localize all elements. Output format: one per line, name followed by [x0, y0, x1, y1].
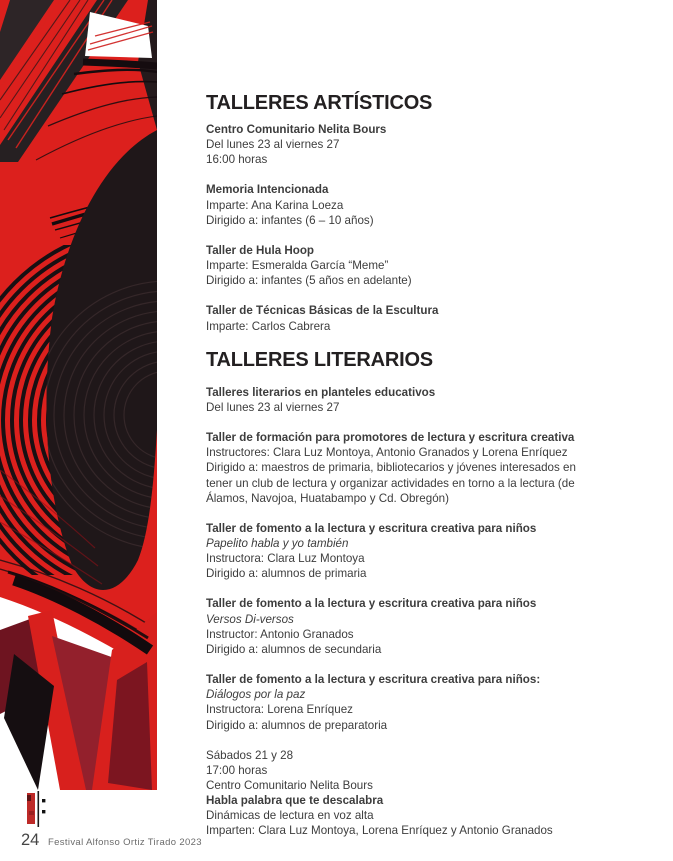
text-line: Imparte: Esmeralda García “Meme” [206, 259, 389, 273]
text-line: Taller de formación para promotores de lectura y escritura creativa [206, 431, 575, 445]
text-line: Taller de Hula Hoop [206, 243, 315, 257]
text-line: Instructores: Clara Luz Montoya, Antonio Granados y Lorena Enríquez [206, 446, 568, 460]
text-line: Taller de fomento a la lectura y escritura creativa para niños [206, 521, 537, 535]
text-line: Dirigido a: alumnos de primaria [206, 567, 367, 581]
text-line: Dinámicas de lectura en voz alta [206, 809, 374, 823]
text-line: Dirigido a: alumnos de preparatoria [206, 718, 388, 732]
text-line: Taller de fomento a la lectura y escritura creativa para niños [206, 597, 537, 611]
text-line: Diálogos por la paz [206, 688, 306, 702]
section-heading: TALLERES LITERARIOS [206, 348, 433, 371]
text-line: tener un club de lectura y organizar actividades en torno a la lectura (de [206, 476, 575, 490]
page-number: 24 [21, 831, 40, 849]
workshop-block [206, 521, 668, 582]
text-line: Instructora: Lorena Enríquez [206, 703, 353, 717]
workshop-block [206, 748, 668, 839]
text-line: Dirigido a: infantes (5 años en adelante) [206, 274, 412, 288]
text-line: Imparten: Clara Luz Montoya, Lorena Enríquez y Antonio Granados [206, 824, 553, 838]
text-line: Habla palabra que te descalabra [206, 794, 384, 808]
text-line: Imparte: Ana Karina Loeza [206, 198, 344, 212]
text-line: Imparte: Carlos Cabrera [206, 319, 331, 333]
workshop-block [206, 182, 668, 227]
workshop-block [206, 303, 668, 333]
text-line: Papelito habla y yo también [206, 536, 349, 550]
text-line: Dirigido a: alumnos de secundaria [206, 642, 382, 656]
text-line: Centro Comunitario Nelita Bours [206, 779, 373, 792]
text-line: 17:00 horas [206, 763, 268, 777]
workshop-block [206, 385, 668, 415]
text-line: Memoria Intencionada [206, 183, 329, 197]
text-line: Versos Di-versos [206, 612, 294, 626]
text-line: Sábados 21 y 28 [206, 748, 294, 762]
text-line: Centro Comunitario Nelita Bours [206, 123, 387, 136]
festival-logo-mark [26, 791, 46, 828]
content-column [206, 92, 668, 854]
text-line: 16:00 horas [206, 153, 268, 167]
text-line: Talleres literarios en planteles educativos [206, 385, 436, 399]
section-heading: TALLERES ARTÍSTICOS [206, 92, 433, 114]
text-line: Del lunes 23 al viernes 27 [206, 400, 340, 414]
text-line: Dirigido a: infantes (6 – 10 años) [206, 213, 374, 227]
abstract-artwork [0, 0, 157, 790]
workshop-block [206, 596, 668, 657]
footer-text: Festival Alfonso Ortiz Tirado 2023 [48, 837, 202, 848]
workshop-block [206, 122, 668, 167]
text-line: Álamos, Navojoa, Huatabampo y Cd. Obregón) [206, 491, 449, 505]
text-line: Instructor: Antonio Granados [206, 627, 354, 641]
text-line: Instructora: Clara Luz Montoya [206, 552, 365, 566]
workshop-block [206, 430, 668, 506]
workshop-block [206, 672, 668, 733]
text-line: Taller de Técnicas Básicas de la Escultura [206, 304, 439, 318]
text-line: Taller de fomento a la lectura y escritura creativa para niños: [206, 673, 541, 687]
text-line: Dirigido a: maestros de primaria, bibliotecarios y jóvenes interesados en [206, 461, 576, 475]
workshop-block [206, 243, 668, 288]
text-line: Del lunes 23 al viernes 27 [206, 138, 340, 152]
